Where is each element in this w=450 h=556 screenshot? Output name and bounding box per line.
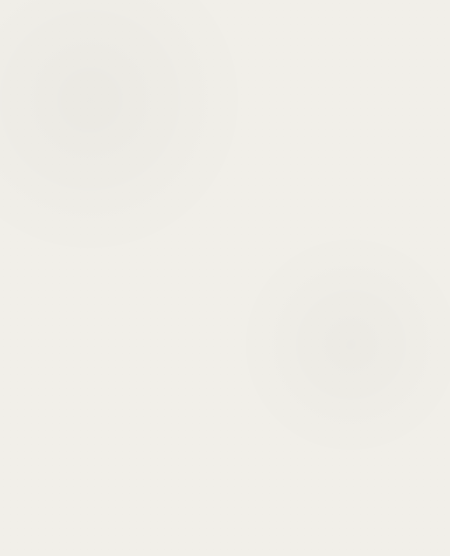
- paragraph-5: [38, 425, 416, 485]
- paragraph-4: [38, 347, 416, 357]
- page-number: [0, 520, 450, 528]
- list-item-3: [38, 402, 416, 422]
- paragraph-3: [38, 266, 416, 344]
- intro-text: [66, 14, 366, 32]
- list-item-1: [38, 358, 416, 376]
- numbered-list: [38, 358, 416, 422]
- page-text: [38, 14, 416, 485]
- paragraph-1: [38, 68, 416, 120]
- list-item-2: [38, 376, 416, 402]
- section-heading: [38, 43, 416, 61]
- paragraph-2: [38, 123, 416, 263]
